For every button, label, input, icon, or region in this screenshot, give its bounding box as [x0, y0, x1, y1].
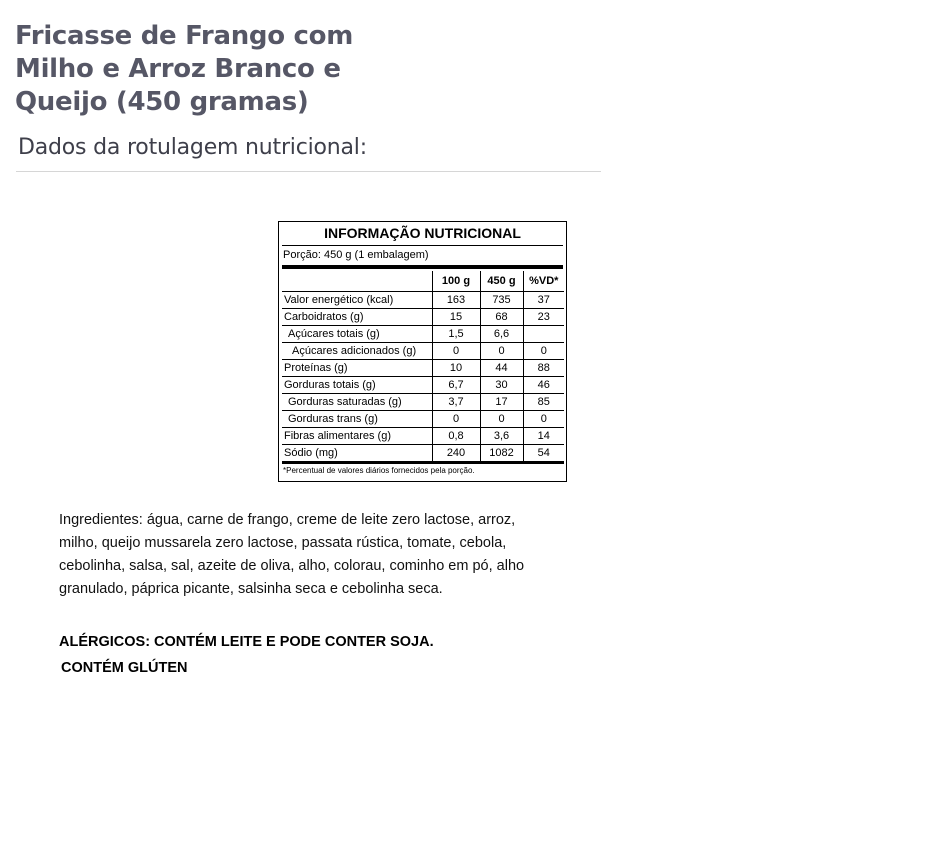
value-450g: 17 [480, 394, 523, 411]
value-100g: 15 [432, 309, 480, 326]
nutrition-footnote: *Percentual de valores diários fornecidos pela porção. [283, 466, 475, 475]
product-title: Fricasse de Frango com Milho e Arroz Branco e Queijo (450 gramas) [15, 21, 353, 117]
value-vd: 85 [523, 394, 564, 411]
value-100g: 240 [432, 445, 480, 463]
nutrition-row [282, 377, 564, 394]
nutrition-row [282, 428, 564, 445]
value-450g: 0 [480, 343, 523, 360]
value-vd: 37 [523, 292, 564, 309]
thick-divider [282, 265, 563, 269]
nutrient-label: Carboidratos (g) [282, 309, 432, 326]
divider [16, 171, 601, 172]
nutrient-label: Valor energético (kcal) [282, 292, 432, 309]
column-header-450g: 450 g [480, 271, 523, 292]
value-450g: 30 [480, 377, 523, 394]
allergens-warning: ALÉRGICOS: CONTÉM LEITE E PODE CONTER SOJA. [59, 634, 434, 650]
value-vd: 0 [523, 411, 564, 428]
value-450g: 44 [480, 360, 523, 377]
value-vd: 23 [523, 309, 564, 326]
value-100g: 1,5 [432, 326, 480, 343]
value-vd: 54 [523, 445, 564, 463]
nutrient-label: Gorduras saturadas (g) [282, 394, 432, 411]
value-450g: 3,6 [480, 428, 523, 445]
value-vd [523, 326, 564, 343]
nutrient-label: Açúcares adicionados (g) [282, 343, 432, 360]
nutrient-label: Fibras alimentares (g) [282, 428, 432, 445]
nutrition-row [282, 326, 564, 343]
value-100g: 0 [432, 343, 480, 360]
value-vd: 0 [523, 343, 564, 360]
value-450g: 6,6 [480, 326, 523, 343]
nutrition-table [282, 271, 564, 464]
value-100g: 6,7 [432, 377, 480, 394]
portion-size: Porção: 450 g (1 embalagem) [283, 249, 429, 261]
value-100g: 0,8 [432, 428, 480, 445]
column-header-vd: %VD* [523, 271, 564, 292]
value-450g: 735 [480, 292, 523, 309]
section-subtitle: Dados da rotulagem nutricional: [18, 135, 367, 160]
header-blank [282, 271, 432, 292]
value-vd: 14 [523, 428, 564, 445]
nutrition-row [282, 343, 564, 360]
value-100g: 3,7 [432, 394, 480, 411]
nutrition-row [282, 445, 564, 463]
nutrition-row [282, 394, 564, 411]
nutrition-header-row [282, 271, 564, 292]
value-vd: 88 [523, 360, 564, 377]
nutrient-label: Proteínas (g) [282, 360, 432, 377]
ingredients-text: Ingredientes: água, carne de frango, creme de leite zero lactose, arroz, milho, queijo mussarela zero lactose, passata rústica, tomate, cebola, cebolinha, salsa, sal, azeite de oliva, alho, colorau, cominho em pó, alho granulado, páprica picante, salsinha seca e cebolinha seca. [59, 512, 525, 597]
nutrition-row [282, 360, 564, 377]
value-450g: 68 [480, 309, 523, 326]
gluten-warning: CONTÉM GLÚTEN [61, 660, 188, 676]
value-100g: 10 [432, 360, 480, 377]
value-450g: 0 [480, 411, 523, 428]
column-header-100g: 100 g [432, 271, 480, 292]
nutrition-facts-panel [278, 221, 567, 482]
nutrition-heading: INFORMAÇÃO NUTRICIONAL [282, 222, 563, 246]
value-vd: 46 [523, 377, 564, 394]
nutrition-row [282, 309, 564, 326]
value-450g: 1082 [480, 445, 523, 463]
nutrition-row [282, 411, 564, 428]
value-100g: 0 [432, 411, 480, 428]
nutrition-row [282, 292, 564, 309]
nutrient-label: Gorduras totais (g) [282, 377, 432, 394]
nutrient-label: Açúcares totais (g) [282, 326, 432, 343]
value-100g: 163 [432, 292, 480, 309]
nutrient-label: Gorduras trans (g) [282, 411, 432, 428]
nutrient-label: Sódio (mg) [282, 445, 432, 463]
